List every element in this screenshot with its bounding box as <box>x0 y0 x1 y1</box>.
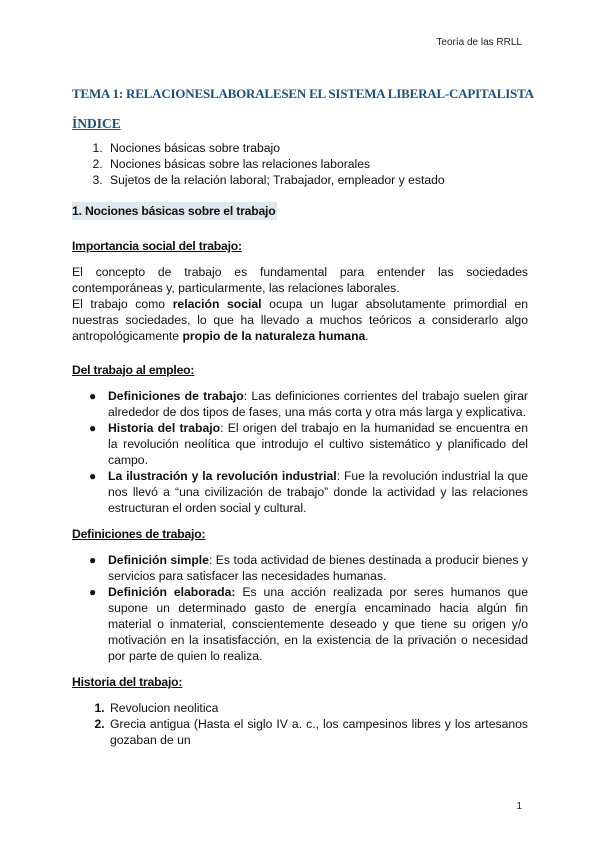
list-item: ● La ilustración y la revolución industrial: Fue la revolución industrial la que nos llevó a “una civilización de trabajo” donde la actividad y las relaciones estructuran el orden social y cultural. <box>89 469 528 515</box>
bullet-icon: ● <box>89 389 97 403</box>
section-heading: 1. Nociones básicas sobre el trabajo <box>72 204 276 218</box>
paragraph: El concepto de trabajo es fundamental para entender las sociedades contemporáneas y, particularmente, las relaciones laborales. <box>72 265 528 295</box>
subheading-importancia: Importancia social del trabajo: <box>72 239 242 253</box>
bullet-list <box>72 552 528 664</box>
bullet-icon: ● <box>89 585 97 599</box>
running-header: Teoría de las RRLL <box>436 37 522 48</box>
toc-item: 3. Sujetos de la relación laboral; Trabajador, empleador y estado <box>106 172 528 188</box>
toc-item: 1. Nociones básicas sobre trabajo <box>106 140 528 156</box>
numbered-list <box>72 700 528 748</box>
page-number: 1 <box>516 801 522 812</box>
toc-item: 2. Nociones básicas sobre las relaciones laborales <box>106 156 528 172</box>
list-item: ● Definiciones de trabajo: Las definiciones corrientes del trabajo suelen girar alrededor de dos tipos de fases, una más corta y otra más larga y explicativa. <box>89 389 528 419</box>
subheading-empleo: Del trabajo al empleo: <box>72 363 195 377</box>
page-content <box>72 86 534 748</box>
list-item: ● Historia del trabajo: El origen del trabajo en la humanidad se encuentra en la revolución neolítica que introdujo el cultivo sistemático y planificado del campo. <box>89 421 528 467</box>
list-item: 1. Revolucion neolitica <box>108 700 528 716</box>
list-item: 2. Grecia antigua (Hasta el siglo IV a. c., los campesinos libres y los artesanos gozaban de un <box>108 716 528 748</box>
bullet-icon: ● <box>89 421 97 435</box>
index-heading: ÍNDICE <box>72 116 121 131</box>
bullet-list <box>72 388 528 516</box>
table-of-contents <box>72 140 528 188</box>
paragraph: El trabajo como relación social ocupa un lugar absolutamente primordial en nuestras sociedades, lo que ha llevado a muchos teóricos a considerarlo algo antropológicamente propio de la naturaleza humana. <box>72 297 528 343</box>
subheading-historia: Historia del trabajo: <box>72 675 183 689</box>
bullet-icon: ● <box>89 553 97 567</box>
subheading-definiciones: Definiciones de trabajo: <box>72 527 206 541</box>
list-item: ● Definición elaborada: Es una acción realizada por seres humanos que supone un determinado gasto de energía encaminado hacia algún fin material o inmaterial, conscientemente deseado y que tiene su origen y/o motivación en la insatisfacción, en la existencia de la privación o necesidad por parte de quien lo realiza. <box>89 585 528 663</box>
list-item: ● Definición simple: Es toda actividad de bienes destinada a producir bienes y servicios para satisfacer las necesidades humanas. <box>89 553 528 583</box>
bullet-icon: ● <box>89 469 97 483</box>
topic-title: TEMA 1: RELACIONESLABORALESEN EL SISTEMA LIBERAL-CAPITALISTA <box>72 86 534 101</box>
